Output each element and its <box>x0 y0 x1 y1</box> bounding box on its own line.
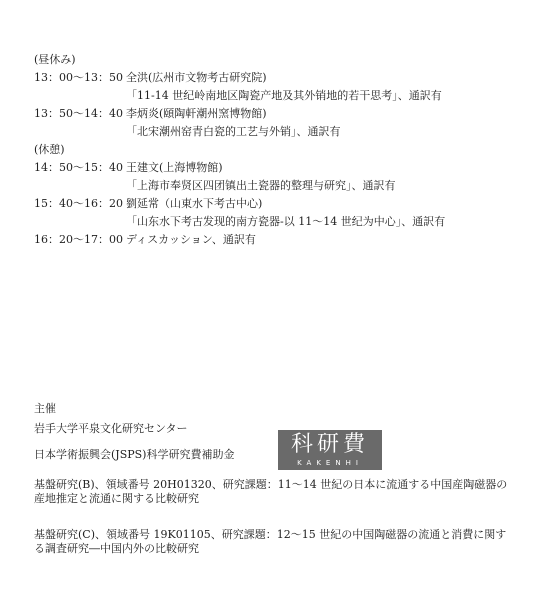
organizer-section <box>34 400 510 556</box>
session-3-time: 14：50～15：40 <box>34 161 123 174</box>
kakenhi-logo <box>278 430 382 470</box>
session-5-time: 16：20～17：00 <box>34 233 123 246</box>
grant-2: 基盤研究(C)、領域番号 19K01105、研究課題：12～15 世紀の中国陶磁器の流通と消費に関する調査研究―中国内外の比較研究 <box>34 528 507 555</box>
session-3-title: 「上海市奉贤区四团镇出土瓷器的整理与研究」、通訳有 <box>126 179 396 192</box>
session-1-time: 13：00～13：50 <box>34 71 123 84</box>
rest-break-label: (休憩) <box>34 143 65 156</box>
session-1-speaker: 全洪(広州市文物考古研究院) <box>126 71 267 84</box>
session-1-title: 「11-14 世纪岭南地区陶瓷产地及其外销地的若干思考」、通訳有 <box>126 89 442 102</box>
session-2-title: 「北宋潮州窑青白瓷的工艺与外销」、通訳有 <box>126 125 341 138</box>
grant-1: 基盤研究(B)、領域番号 20H01320、研究課題：11～14 世紀の日本に流通する中国産陶磁器の産地推定と流通に関する比較研究 <box>34 478 508 505</box>
session-4-speaker: 劉延常（山東水下考古中心) <box>126 197 263 210</box>
session-2 <box>34 105 514 123</box>
session-4 <box>34 195 514 213</box>
organizer-label: 主催 <box>34 402 56 415</box>
session-3 <box>34 159 514 177</box>
session-2-speaker: 李炳炎(頤陶軒潮州窯博物館) <box>126 107 267 120</box>
session-4-time: 15：40～16：20 <box>34 197 123 210</box>
session-5-speaker: ディスカッション、通訳有 <box>126 233 256 246</box>
session-2-time: 13：50～14：40 <box>34 107 123 120</box>
funding-row <box>34 432 510 467</box>
symposium-schedule <box>34 51 514 249</box>
kakenhi-logo-kanji: 科研費 <box>290 432 369 457</box>
kakenhi-logo-roman: KAKENHI <box>297 459 363 467</box>
organizer-1: 岩手大学平泉文化研究センター <box>34 422 188 435</box>
organizer-2: 日本学術振興会(JSPS)科学研究費補助金 <box>34 448 235 461</box>
lunch-break-label: (昼休み) <box>34 53 76 66</box>
session-1 <box>34 69 514 87</box>
session-5 <box>34 231 514 249</box>
session-4-title: 「山东水下考古发现的南方瓷器-以 11～14 世纪为中心」、通訳有 <box>126 215 446 228</box>
session-3-speaker: 王建文(上海博物館) <box>126 161 223 174</box>
